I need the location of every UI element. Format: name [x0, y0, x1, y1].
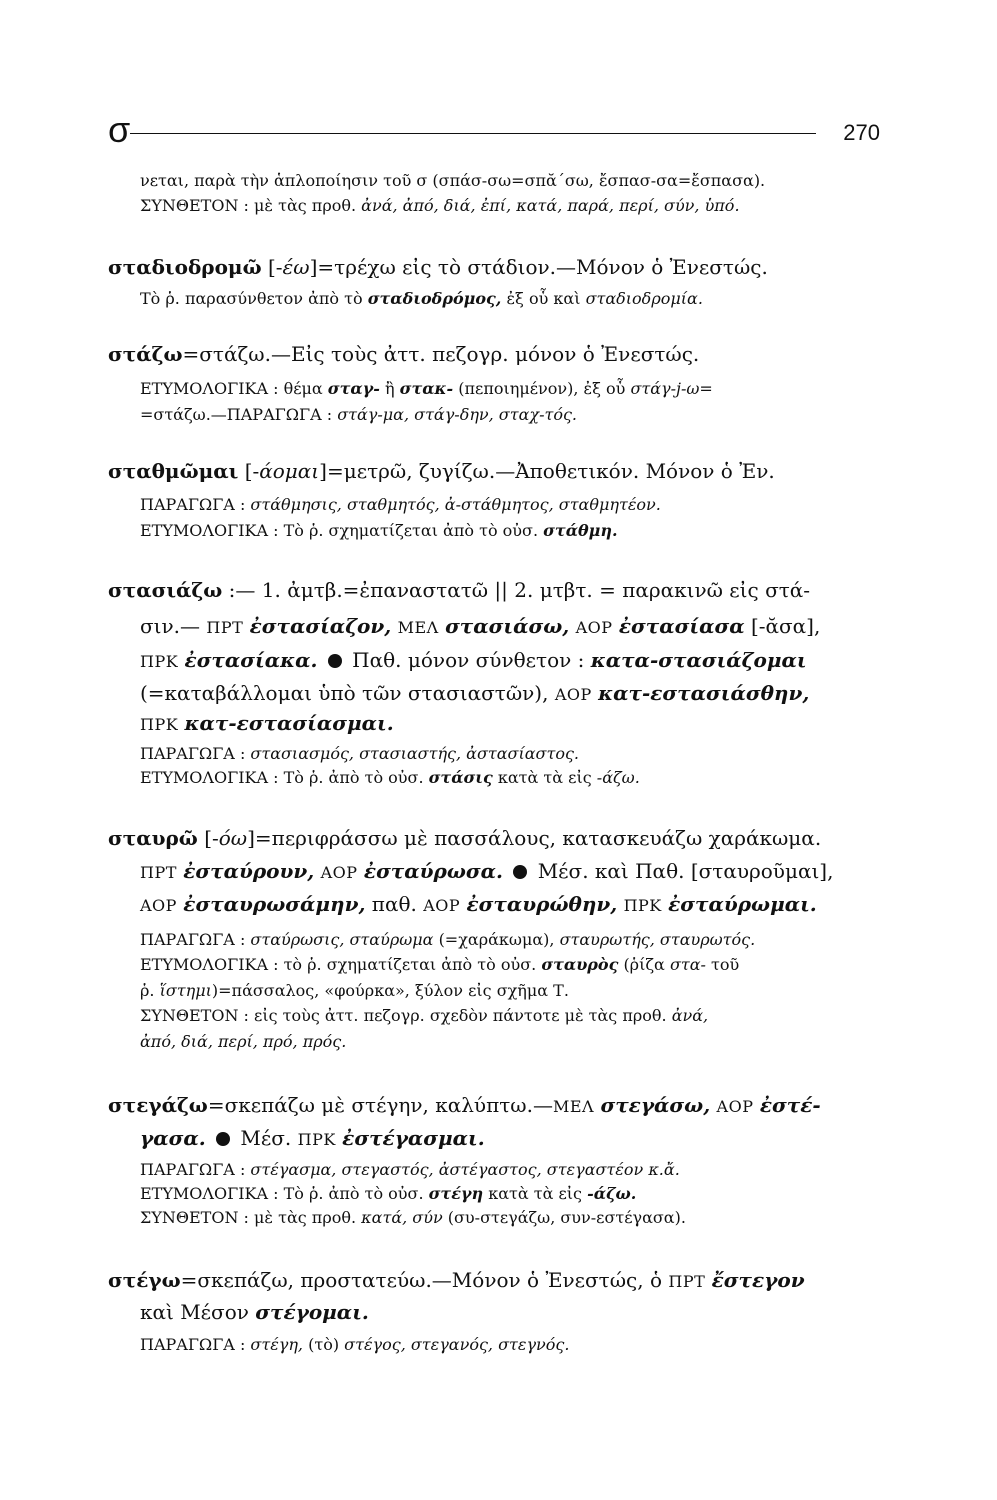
entry-stathmomai-etym: ΕΤΥΜΟΛΟΓΙΚΑ : Τὸ ῥ. σχηματίζεται ἀπὸ τὸ οὐσ. στάθμη. [140, 521, 618, 540]
entry-stego: στέγω=σκεπάζω, προστατεύω.—Μόνον ὁ Ἐνεστώς, ὁ ΠΡΤ ἔστεγον [108, 1268, 805, 1292]
page-header [108, 109, 880, 152]
entry-stasiazo: στασιάζω :— 1. ἀμτβ.=ἐπαναστατῶ || 2. μτβτ. = παρακινῶ εἰς στά- [108, 578, 811, 602]
entry-stazo-derivatives: =στάζω.—ΠΑΡΑΓΩΓΑ : στάγ-μα, στάγ-δην, σταχ-τός. [140, 405, 578, 424]
entry-stavro-etym-cont: ῥ. ἵστημι)=πάσσαλος, «φούρκα», ξύλον εἰς σχῆμα Τ. [140, 981, 569, 1000]
entry-stasiazo-line-2: σιν.— ΠΡΤ ἐστασίαζον, ΜΕΛ στασιάσω, ΑΟΡ ἐστασίασα [-ᾰσα], [140, 614, 821, 638]
entry-stathmomai: σταθμῶμαι [-άομαι]=μετρῶ, ζυγίζω.—Ἀποθετικόν. Μόνον ὁ Ἐν. [108, 459, 775, 483]
entry-stavro-line-3: ΑΟΡ ἐσταυρωσάμην, παθ. ΑΟΡ ἐσταυρώθην, ΠΡΚ ἐσταύρωμαι. [140, 892, 817, 916]
bullet-icon [216, 1132, 230, 1146]
section-letter: σ [108, 109, 131, 150]
entry-stasiazo-etym: ΕΤΥΜΟΛΟΓΙΚΑ : Τὸ ῥ. ἀπὸ τὸ οὐσ. στάσις κατὰ τὰ εἰς -άζω. [140, 768, 640, 787]
entry-stego-derivatives: ΠΑΡΑΓΩΓΑ : στέγη, (τὸ) στέγος, στεγανός, στεγνός. [140, 1335, 570, 1354]
entry-headword: σταδιοδρομῶ [108, 255, 262, 279]
intro-line-1: νεται, παρὰ τὴν ἁπλοποίησιν τοῦ σ (σπάσ-σω=σπᾰ΄σω, ἔσπασ-σα=ἔσπασα). [140, 171, 766, 190]
entry-headword: στασιάζω [108, 578, 223, 602]
entry-headword: στεγάζω [108, 1093, 208, 1117]
header-rule [130, 133, 816, 134]
entry-stegazo-line-2: γασα. Μέσ. ΠΡΚ ἐστέγασμαι. [140, 1126, 485, 1150]
page-number: 270 [843, 120, 880, 145]
entry-headword: στέγω [108, 1268, 181, 1292]
entry-stegazo-compounds: ΣΥΝΘΕΤΟΝ : μὲ τὰς προθ. κατά, σύν (συ-στεγάζω, συν-εστέγασα). [140, 1208, 686, 1227]
bullet-icon [328, 654, 342, 668]
entry-stadiodromo-note: Τὸ ῥ. παρασύνθετον ἀπὸ τὸ σταδιοδρόμος, ἐξ οὗ καὶ σταδιοδρομία. [140, 289, 703, 308]
entry-headword: σταυρῶ [108, 826, 198, 850]
entry-stavro-etym: ΕΤΥΜΟΛΟΓΙΚΑ : τὸ ῥ. σχηματίζεται ἀπὸ τὸ οὐσ. σταυρὸς (ῥίζα στα- τοῦ [140, 955, 740, 974]
entry-stazo: στάζω=στάζω.—Εἰς τοὺς ἀττ. πεζογρ. μόνον ὁ Ἐνεστώς. [108, 342, 700, 366]
entry-stathmomai-derivatives: ΠΑΡΑΓΩΓΑ : στάθμησις, σταθμητός, ἀ-στάθμητος, σταθμητέον. [140, 495, 661, 514]
entry-stego-line-2: καὶ Μέσον στέγομαι. [140, 1300, 369, 1324]
intro-line-2: ΣΥΝΘΕΤΟΝ : μὲ τὰς προθ. ἀνά, ἀπό, διά, ἐπί, κατά, παρά, περί, σύν, ὑπό. [140, 196, 740, 215]
entry-stazo-etym: ΕΤΥΜΟΛΟΓΙΚΑ : θέμα σταγ- ἢ στακ- (πεποιημένον), ἐξ οὗ στάγ-j-ω= [140, 379, 713, 398]
entry-stegazo: στεγάζω=σκεπάζω μὲ στέγην, καλύπτω.—ΜΕΛ στεγάσω, ΑΟΡ ἐστέ- [108, 1093, 821, 1117]
entry-stegazo-derivatives: ΠΑΡΑΓΩΓΑ : στέγασμα, στεγαστός, ἀστέγαστος, στεγαστέον κ.ἄ. [140, 1160, 680, 1179]
entry-headword: σταθμῶμαι [108, 459, 239, 483]
entry-stavro-compounds-cont: ἀπό, διά, περί, πρό, πρός. [140, 1032, 347, 1051]
entry-stavro: σταυρῶ [-όω]=περιφράσσω μὲ πασσάλους, κατασκευάζω χαράκωμα. [108, 826, 822, 850]
entry-headword: στάζω [108, 342, 183, 366]
entry-stasiazo-line-4: (=καταβάλλομαι ὑπὸ τῶν στασιαστῶν), ΑΟΡ κατ-εστασιάσθην, [140, 681, 810, 705]
entry-stavro-derivatives: ΠΑΡΑΓΩΓΑ : σταύρωσις, σταύρωμα (=χαράκωμα), σταυρωτής, σταυρωτός. [140, 930, 756, 949]
entry-stasiazo-line-5: ΠΡΚ κατ-εστασίασμαι. [140, 711, 394, 735]
entry-stasiazo-derivatives: ΠΑΡΑΓΩΓΑ : στασιασμός, στασιαστής, ἀστασίαστος. [140, 744, 579, 763]
entry-stavro-compounds: ΣΥΝΘΕΤΟΝ : εἰς τοὺς ἀττ. πεζογρ. σχεδὸν πάντοτε μὲ τὰς προθ. ἀνά, [140, 1006, 709, 1025]
entry-stavro-line-2: ΠΡΤ ἐσταύρουν, ΑΟΡ ἐσταύρωσα. Μέσ. καὶ Παθ. [σταυροῦμαι], [140, 859, 834, 883]
bullet-icon [513, 865, 527, 879]
entry-stadiodromo: σταδιοδρομῶ [-έω]=τρέχω εἰς τὸ στάδιον.—Μόνον ὁ Ἐνεστώς. [108, 255, 768, 279]
entry-stegazo-etym: ΕΤΥΜΟΛΟΓΙΚΑ : Τὸ ῥ. ἀπὸ τὸ οὐσ. στέγη κατὰ τὰ εἰς -άζω. [140, 1184, 637, 1203]
entry-stasiazo-line-3: ΠΡΚ ἐστασίακα. Παθ. μόνον σύνθετον : κατα-στασιάζομαι [140, 648, 807, 672]
